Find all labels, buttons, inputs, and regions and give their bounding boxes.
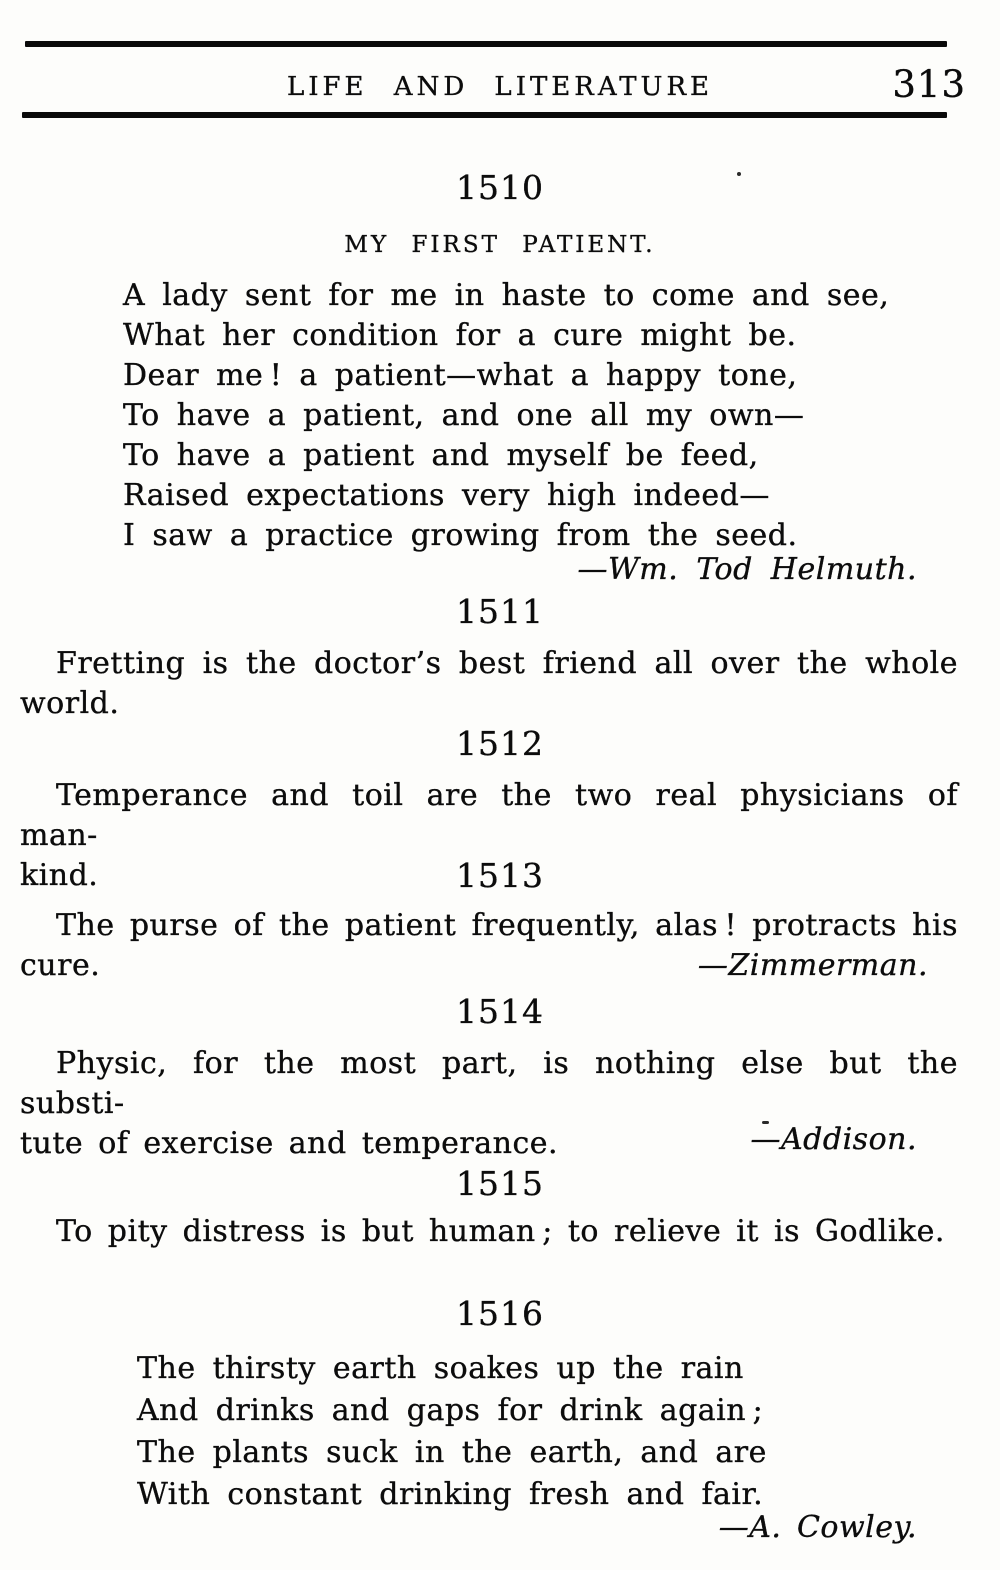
quote-line: Fretting is the doctor’s best friend all over the whole bbox=[56, 646, 958, 681]
poem-line: To have a patient and myself be feed, bbox=[123, 438, 759, 473]
poem-line: I saw a practice growing from the seed. bbox=[123, 518, 798, 553]
quote-1515 bbox=[20, 1212, 958, 1252]
quote-line: cure. bbox=[20, 948, 101, 983]
quote-line: kind. bbox=[20, 858, 99, 893]
attribution-addison: —Addison. bbox=[750, 1122, 917, 1157]
quote-number-1514: 1514 bbox=[456, 992, 544, 1031]
quote-line: Temperance and toil are the two real physicians of man- bbox=[20, 778, 958, 853]
quote-1513 bbox=[20, 906, 958, 986]
quote-number-1515: 1515 bbox=[456, 1164, 544, 1203]
attribution-zimmerman: —Zimmerman. bbox=[697, 948, 928, 983]
header-rule-top bbox=[25, 41, 947, 47]
poem-line: Raised expectations very high indeed— bbox=[123, 478, 770, 513]
poem-1516 bbox=[137, 1348, 767, 1516]
quote-line: world. bbox=[20, 686, 120, 721]
running-header-title: LIFE AND LITERATURE bbox=[286, 72, 714, 102]
quote-1511 bbox=[20, 644, 958, 724]
poem-line: A lady sent for me in haste to come and see, bbox=[123, 278, 890, 313]
poem-line: Dear me ! a patient—what a happy tone, bbox=[123, 358, 798, 393]
quote-line: Physic, for the most part, is nothing else but the substi- bbox=[20, 1046, 958, 1121]
poem-line: With constant drinking fresh and fair. bbox=[137, 1477, 764, 1512]
quote-title-1510: MY FIRST PATIENT. bbox=[344, 232, 656, 258]
quote-number-1513: 1513 bbox=[456, 856, 544, 895]
poem-line: The thirsty earth soakes up the rain bbox=[137, 1351, 744, 1386]
poem-1510 bbox=[123, 276, 889, 556]
poem-line: The plants suck in the earth, and are bbox=[137, 1435, 767, 1470]
quote-number-1510: 1510 bbox=[456, 168, 544, 207]
quote-line: To pity distress is but human ; to relieve it is Godlike. bbox=[56, 1214, 945, 1249]
quote-number-1512: 1512 bbox=[456, 724, 544, 763]
poem-line: And drinks and gaps for drink again ; bbox=[137, 1393, 764, 1428]
attribution-helmuth: —Wm. Tod Helmuth. bbox=[577, 552, 917, 587]
quote-line: The purse of the patient frequently, alas ! protracts his bbox=[56, 908, 958, 943]
attribution-cowley: —A. Cowley. bbox=[718, 1510, 917, 1545]
quote-number-1516: 1516 bbox=[456, 1294, 544, 1333]
header-rule-bottom bbox=[22, 112, 947, 118]
poem-line: To have a patient, and one all my own— bbox=[123, 398, 805, 433]
quote-line: tute of exercise and temperance. bbox=[20, 1126, 559, 1161]
poem-line: What her condition for a cure might be. bbox=[123, 318, 797, 353]
quote-number-1511: 1511 bbox=[456, 592, 544, 631]
page-number: 313 bbox=[892, 63, 966, 106]
